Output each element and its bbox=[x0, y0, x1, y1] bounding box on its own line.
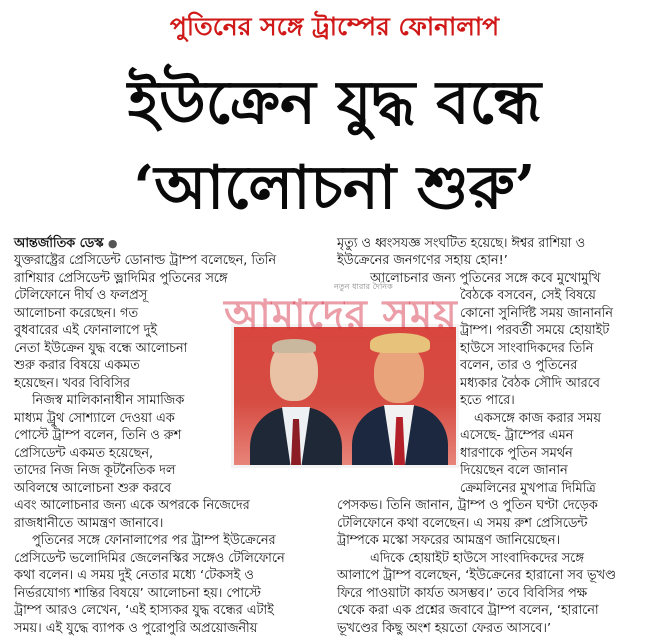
col2-line: বৈঠকে বসবেন, সেই বিষয়ে bbox=[460, 288, 596, 303]
col1-line: মাধ্যম ট্রুথ সোশ্যালে দেওয়া এক bbox=[14, 410, 175, 426]
news-photo bbox=[231, 324, 459, 468]
col2-line: ইউক্রেনের জনগণের সহায় হোন!’ bbox=[337, 253, 508, 268]
col2-line: বলেন, তার ও পুতিনের bbox=[460, 358, 578, 373]
bullet-icon: ● bbox=[107, 237, 118, 250]
col1-line: প্রেসিডেন্ট ভলোদিমির জেলেনস্কির সঙ্গেও টেলিফোনে bbox=[14, 550, 285, 566]
col2-line: কোনো সুনির্দিষ্ট সময় জানাননি bbox=[460, 305, 613, 321]
col1-line: নেতা ইউক্রেন যুদ্ধ বন্ধে আলোচনা bbox=[14, 340, 188, 356]
col1-line: প্রেসিডেন্ট একমত হয়েছেন, bbox=[14, 445, 154, 461]
watermark-logo: আমাদের সময় bbox=[224, 292, 458, 338]
headline-line-2: ‘আলোচনা শুরু’ bbox=[133, 153, 536, 223]
col1-line: ট্রাম্প আরও লেখেন, ‘এই হাস্যকর যুদ্ধ বন্ধের এটাই bbox=[14, 603, 274, 618]
col1-line: পোস্টে ট্রাম্প বলেন, তিনি ও রুশ bbox=[14, 428, 182, 443]
col1-line: রাজধানীতে আমন্ত্রণ জানাবে। bbox=[14, 515, 164, 531]
col1-line: অবিলম্বে আলোচনা শুরু করবে bbox=[14, 480, 171, 496]
col1-line: নির্ভরযোগ্য শান্তির বিষয়ে’ আলোচনা হয়। পোস্টে bbox=[14, 585, 261, 601]
byline bbox=[14, 235, 118, 253]
col1-line: রাশিয়ার প্রেসিডেন্ট ভ্লাদিমির পুতিনের সঙ্গে bbox=[14, 270, 228, 286]
col2-line: আলোচনার জন্য পুতিনের সঙ্গে কবে মুখোমুখি bbox=[370, 270, 601, 286]
col1-line: বুধবারের এই ফোনালাপে দুই bbox=[14, 323, 158, 338]
col1-line: কথা বলেন। এ সময় দুই নেতার মধ্যে ‘টেকসই ও bbox=[14, 568, 254, 583]
watermark-tagline: নতুন ধারার দৈনিক bbox=[334, 282, 393, 291]
col2-line: হাউসে সাংবাদিকদের তিনি bbox=[460, 340, 594, 356]
col2-line: দিয়েছেন বলে জানান bbox=[460, 463, 568, 478]
byline-text: আন্তর্জাতিক ডেস্ক bbox=[14, 236, 104, 251]
col1-line: তাদের নিজ নিজ কূটনৈতিক দল bbox=[14, 463, 176, 478]
col2-line: এসেছে- ট্রাম্পের এমন bbox=[460, 428, 574, 443]
col2-line: ভূখণ্ডের কিছু অংশ হয়তো ফেরত আসবে।’ bbox=[337, 620, 552, 636]
col1-line: শুরু করার বিষয়ে একমত bbox=[14, 358, 140, 373]
col2-line: ট্রাম্পকে মস্কো সফরের আমন্ত্রণ জানিয়েছেন। bbox=[337, 533, 561, 548]
col2-line: ফিরে পাওয়াটা কার্যত অসম্ভব।’ তবে বিবিসির পক্ষ bbox=[337, 585, 588, 601]
col2-line: ধারণাকে পুতিন সমর্থন bbox=[460, 445, 573, 461]
col2-line: একসঙ্গে কাজ করার সময় bbox=[474, 410, 601, 426]
col2-line: মৃত্যু ও ধ্বংসযজ্ঞ সংঘটিত হয়েছে। ঈশ্বর রাশিয়া ও bbox=[337, 236, 586, 251]
col1-line: পুতিনের সঙ্গে ফোনালাপের পর ট্রাম্প ইউক্রেনের bbox=[32, 533, 276, 548]
headline-line-1: ইউক্রেন যুদ্ধ বন্ধে bbox=[127, 68, 542, 138]
col2-line: থেকে করা এক প্রশ্নের জবাবে ট্রাম্প বলেন, ‘হারানো bbox=[337, 603, 599, 618]
col2-line: এদিকে হোয়াইট হাউসে সাংবাদিকদের সঙ্গে bbox=[370, 550, 584, 566]
col2-line: মধ্যকার বৈঠক সৌদি আরবে bbox=[460, 375, 600, 391]
col2-line: টেলিফোনে কথা বলেছেন। এ সময় রুশ প্রেসিডেন্ট bbox=[337, 515, 588, 531]
col1-line: আলোচনা করেছেন। গত bbox=[14, 305, 138, 321]
col1-line: যুক্তরাষ্ট্রের প্রেসিডেন্ট ডোনাল্ড ট্রাম্প বলেছেন, তিনি bbox=[14, 253, 276, 268]
col1-line: সময়। এই যুদ্ধে ব্যাপক ও পুরোপুরি অপ্রয়োজনীয় bbox=[14, 620, 258, 636]
col1-line: নিজস্ব মালিকানাধীন সামাজিক bbox=[32, 393, 185, 408]
photo-left-person bbox=[242, 327, 342, 465]
col2-line: আলাপে ট্রাম্প বলেছেন, ‘ইউক্রেনের হারানো সব ভূখণ্ড bbox=[337, 568, 616, 583]
col1-line: এবং আলোচনার জন্য একে অপরকে নিজেদের bbox=[14, 498, 250, 513]
photo-right-person bbox=[350, 327, 450, 465]
kicker-heading: পুতিনের সঙ্গে ট্রাম্পের ফোনালাপ bbox=[169, 12, 500, 41]
col2-line: ক্রেমলিনের মুখপাত্র দিমিত্রি bbox=[460, 480, 596, 496]
col1-line: টেলিফোনে দীর্ঘ ও ফলপ্রসূ bbox=[14, 288, 148, 303]
col2-line: পেসকভ। তিনি জানান, ট্রাম্প ও পুতিন ঘণ্টা দেড়েক bbox=[337, 498, 598, 513]
col2-line: হতে পারে। bbox=[460, 393, 515, 408]
col2-line: ট্রাম্প। পরবর্তী সময়ে হোয়াইট bbox=[460, 323, 610, 338]
col1-line: হয়েছেন। খবর বিবিসির bbox=[14, 375, 130, 391]
